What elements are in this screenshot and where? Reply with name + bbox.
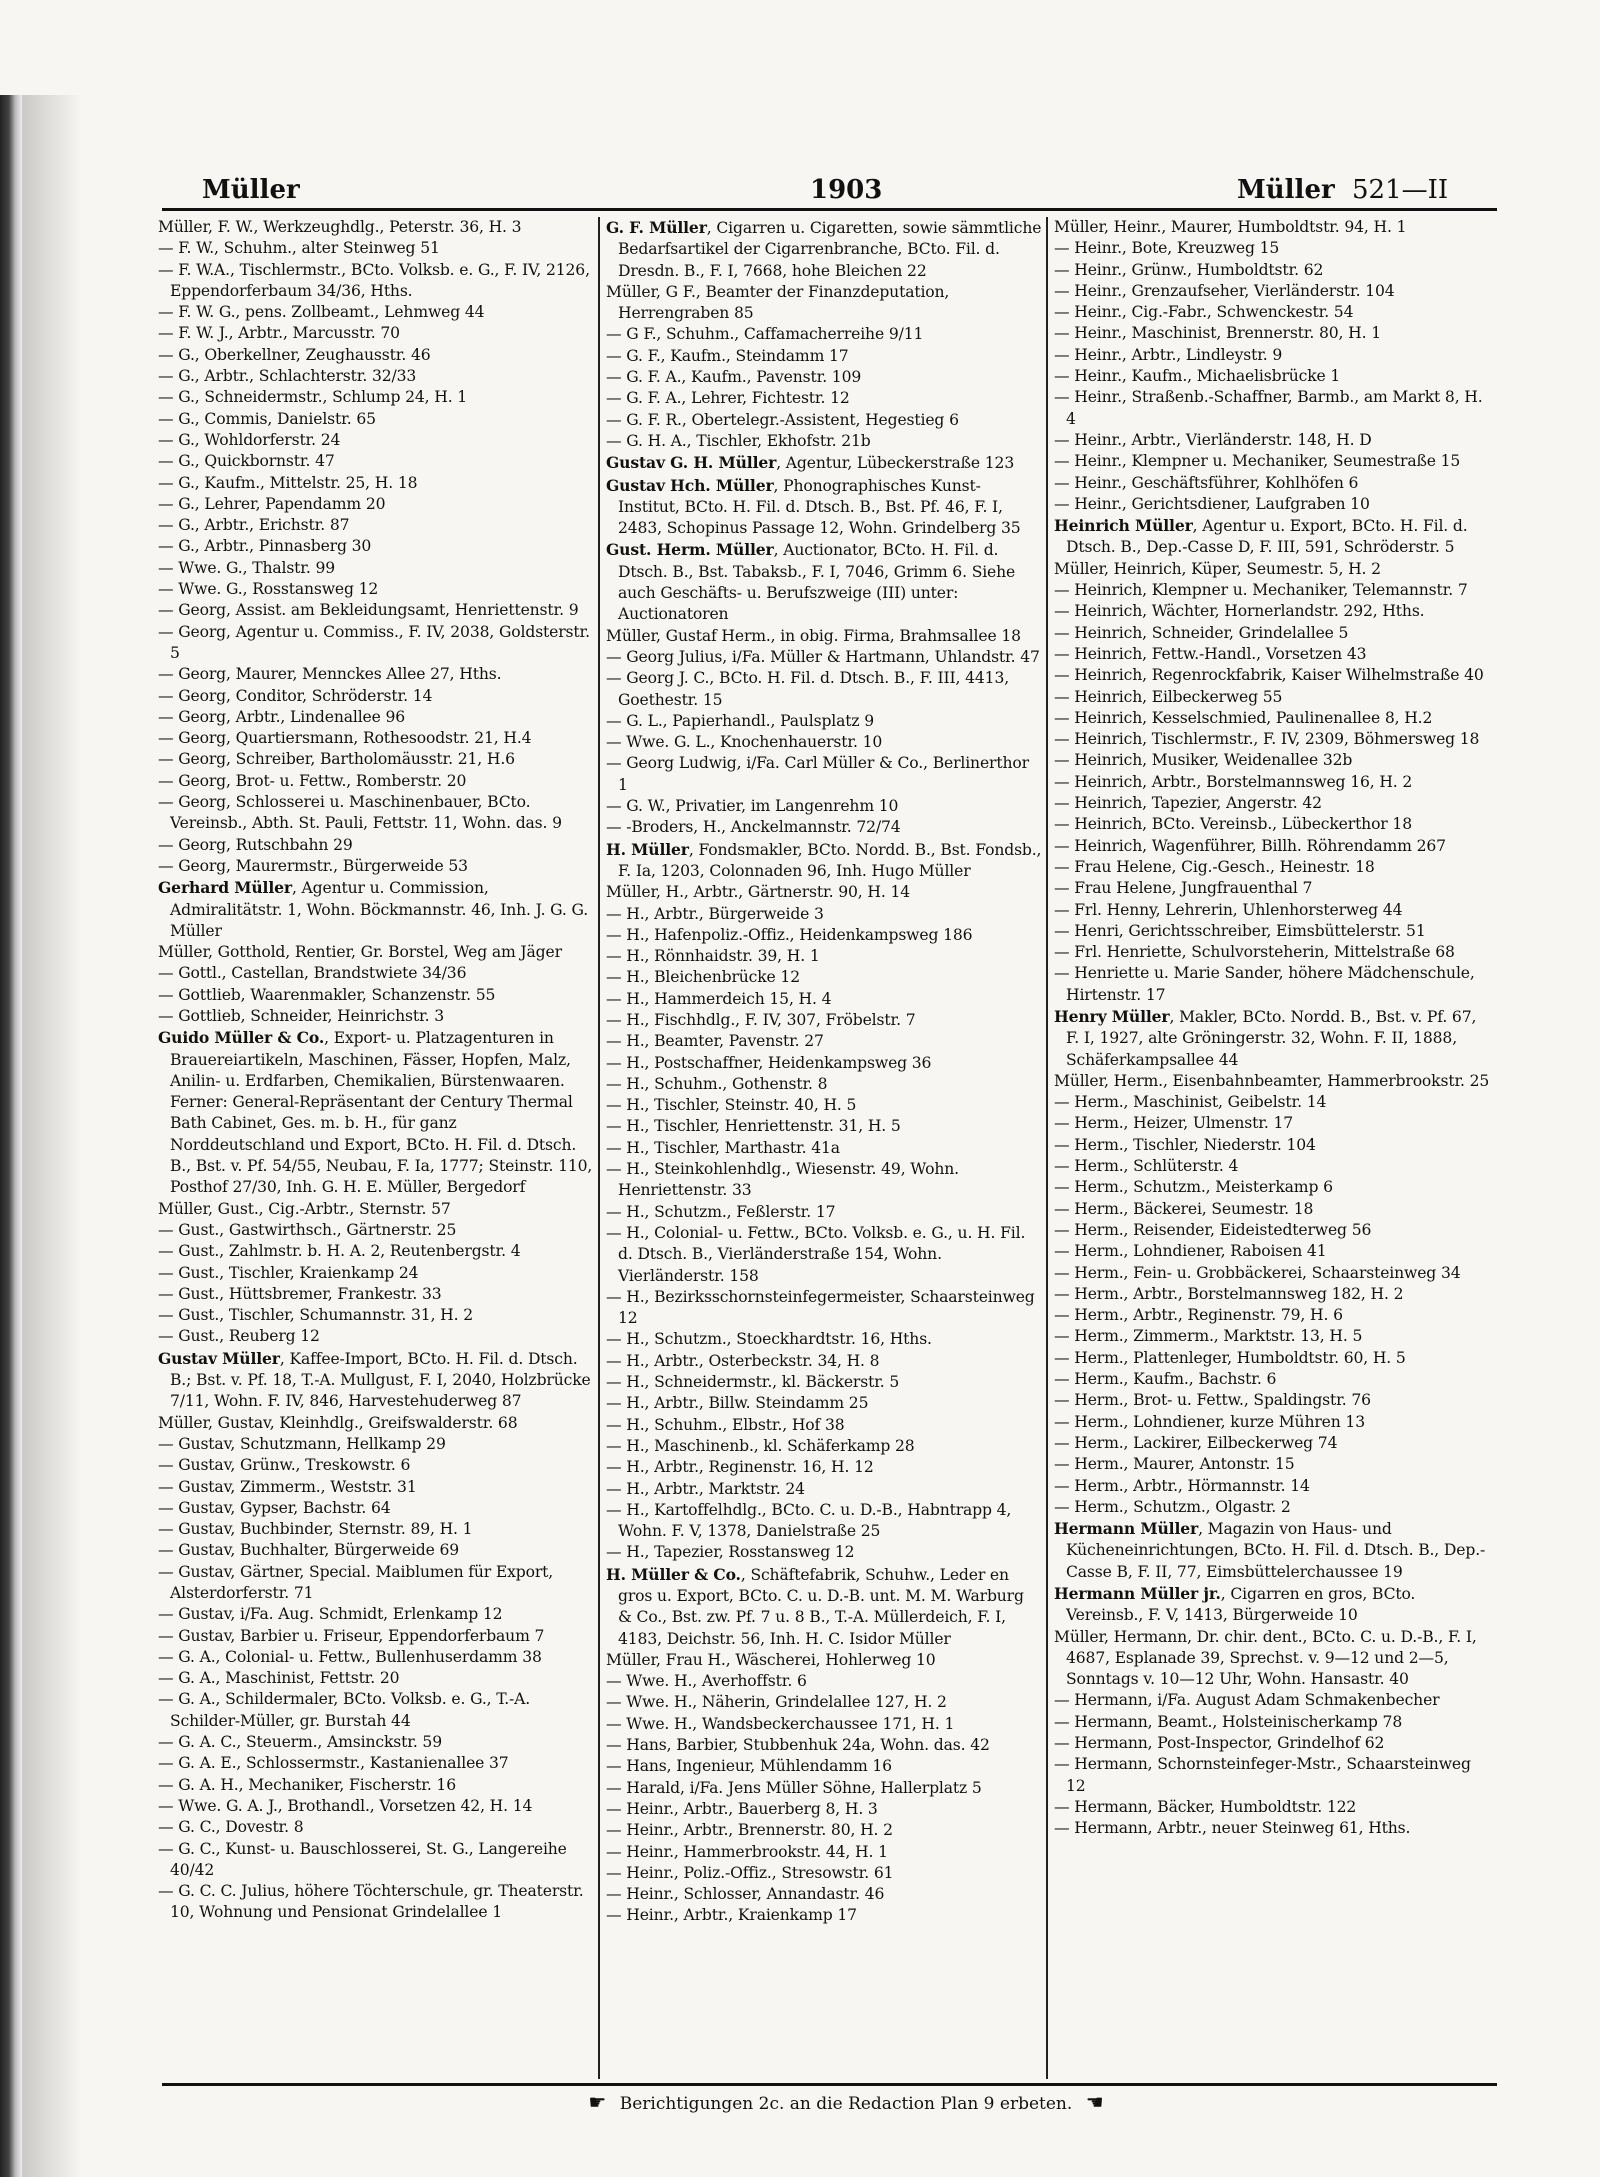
directory-entry: Müller, Heinrich, Küper, Seumestr. 5, H. 2 xyxy=(1054,559,1381,578)
directory-entry: — Gust., Gastwirthsch., Gärtnerstr. 25 xyxy=(158,1220,457,1239)
directory-entry: — Georg, Brot- u. Fettw., Romberstr. 20 xyxy=(158,771,467,790)
directory-entry: — Gustav, Zimmerm., Weststr. 31 xyxy=(158,1477,417,1496)
directory-entry: Heinrich Müller, Agentur u. Export, BCto. H. Fil. d. Dtsch. B., Dep.-Casse D, F. III, 591, Schröderstr. 5 xyxy=(1054,516,1468,557)
directory-entry: — Gustav, Gypser, Bachstr. 64 xyxy=(158,1498,391,1517)
directory-entry: — Gust., Zahlmstr. b. H. A. 2, Reutenbergstr. 4 xyxy=(158,1242,521,1261)
directory-entry: — H., Schuhm., Elbstr., Hof 38 xyxy=(606,1415,845,1434)
page-number: 521—II xyxy=(1352,175,1449,205)
directory-entry: — Heinr., Maschinist, Brennerstr. 80, H. 1 xyxy=(1054,324,1381,343)
directory-entry: — Heinrich, Fettw.-Handl., Vorsetzen 43 xyxy=(1054,644,1367,663)
directory-entry: Gerhard Müller, Agentur u. Commission, Admiralitätstr. 1, Wohn. Böckmannstr. 46, Inh. J. G. G. Müller xyxy=(158,878,589,940)
directory-entry: — Gustav, Schutzmann, Hellkamp 29 xyxy=(158,1434,446,1453)
directory-entry: — G., Oberkellner, Zeughausstr. 46 xyxy=(158,345,431,364)
directory-entry: — Heinr., Arbtr., Kraienkamp 17 xyxy=(606,1906,857,1925)
directory-entry: — H., Arbtr., Marktstr. 24 xyxy=(606,1479,805,1498)
directory-entry: — G., Kaufm., Mittelstr. 25, H. 18 xyxy=(158,473,418,492)
directory-entry: — H., Kartoffelhdlg., BCto. C. u. D.-B., Habntrapp 4, Wohn. F. V, 1378, Danielstraße 25 xyxy=(606,1500,1012,1541)
directory-entry: — Hans, Barbier, Stubbenhuk 24a, Wohn. das. 42 xyxy=(606,1736,990,1755)
directory-entry: — Herm., Maurer, Antonstr. 15 xyxy=(1054,1455,1295,1474)
directory-entry: — Gust., Hüttsbremer, Frankestr. 33 xyxy=(158,1284,442,1303)
footer-rule xyxy=(162,2083,1497,2086)
directory-entry: — Heinr., Cig.-Fabr., Schwenckestr. 54 xyxy=(1054,303,1354,322)
directory-entry: — Frl. Henriette, Schulvorsteherin, Mittelstraße 68 xyxy=(1054,943,1455,962)
directory-entry: Müller, Gotthold, Rentier, Gr. Borstel, Weg am Jäger xyxy=(158,943,562,962)
directory-entry: — Georg, Assist. am Bekleidungsamt, Henriettenstr. 9 xyxy=(158,601,579,620)
directory-entry: — Heinrich, Regenrockfabrik, Kaiser Wilhelmstraße 40 xyxy=(1054,666,1484,685)
directory-entry: — H., Schneidermstr., kl. Bäckerstr. 5 xyxy=(606,1373,900,1392)
directory-entry: Müller, Herm., Eisenbahnbeamter, Hammerbrookstr. 25 xyxy=(1054,1071,1490,1090)
page-gutter-shadow xyxy=(22,95,82,2177)
directory-entry: — Georg, Maurermstr., Bürgerweide 53 xyxy=(158,856,468,875)
directory-entry: — G., Lehrer, Papendamm 20 xyxy=(158,494,386,513)
directory-entry: — Heinrich, Arbtr., Borstelmannsweg 16, H. 2 xyxy=(1054,772,1413,791)
directory-entry: — Gustav, Buchhalter, Bürgerweide 69 xyxy=(158,1541,460,1560)
directory-entry: — Heinrich, Schneider, Grindelallee 5 xyxy=(1054,623,1349,642)
directory-entry: Müller, F. W., Werkzeughdlg., Peterstr. 36, H. 3 xyxy=(158,218,522,236)
directory-entry: — Heinrich, Wagenführer, Billh. Röhrendamm 267 xyxy=(1054,836,1446,855)
directory-entry: — H., Beamter, Pavenstr. 27 xyxy=(606,1032,824,1051)
directory-entry: — Heinr., Poliz.-Offiz., Stresowstr. 61 xyxy=(606,1863,894,1882)
directory-entry: Gustav Hch. Müller, Phonographisches Kunst-Institut, BCto. H. Fil. d. Dtsch. B., Bst. Pf. 46, F. I, 2483, Schopinus Passage 12, Wohn. Grindelberg 35 xyxy=(606,475,1021,538)
directory-entry: — Heinrich, Tischlermstr., F. IV, 2309, Böhmersweg 18 xyxy=(1054,730,1480,749)
directory-entry: — H., Arbtr., Osterbeckstr. 34, H. 8 xyxy=(606,1351,880,1370)
directory-entry: — Frau Helene, Jungfrauenthal 7 xyxy=(1054,879,1313,898)
directory-entry: — Georg, Agentur u. Commiss., F. IV, 2038, Goldsterstr. 5 xyxy=(158,622,590,662)
directory-entry: — G. C., Kunst- u. Bauschlosserei, St. G., Langereihe 40/42 xyxy=(158,1839,567,1879)
directory-entry: — H., Tapezier, Rosstansweg 12 xyxy=(606,1543,855,1562)
directory-entry: — H., Schutzm., Stoeckhardtstr. 16, Hths. xyxy=(606,1330,932,1349)
directory-entry: — Gust., Tischler, Kraienkamp 24 xyxy=(158,1263,419,1282)
directory-entry: — Wwe. G. A. J., Brothandl., Vorsetzen 42, H. 14 xyxy=(158,1796,533,1815)
directory-entry: — G. C. C. Julius, höhere Töchterschule, gr. Theaterstr. 10, Wohnung und Pensionat Grindelallee 1 xyxy=(158,1882,584,1922)
directory-entry: — Heinrich, Klempner u. Mechaniker, Telemannstr. 7 xyxy=(1054,581,1468,600)
directory-entry: — Herm., Arbtr., Borstelmannsweg 182, H. 2 xyxy=(1054,1284,1404,1303)
directory-entry: — H., Arbtr., Billw. Steindamm 25 xyxy=(606,1394,869,1413)
header-rule xyxy=(162,208,1497,211)
directory-entry: — Gust., Tischler, Schumannstr. 31, H. 2 xyxy=(158,1306,474,1325)
directory-entry: — G., Arbtr., Schlachterstr. 32/33 xyxy=(158,367,417,386)
header-year: 1903 xyxy=(810,175,883,205)
directory-entry: — G. A., Colonial- u. Fettw., Bullenhuserdamm 38 xyxy=(158,1647,542,1666)
directory-entry: — Heinr., Grenzaufseher, Vierländerstr. 104 xyxy=(1054,281,1395,300)
directory-entry: — F. W. G., pens. Zollbeamt., Lehmweg 44 xyxy=(158,303,485,322)
directory-entry: — G. C., Dovestr. 8 xyxy=(158,1818,304,1837)
page-footer xyxy=(92,2090,1600,2114)
directory-entry: — H., Postschaffner, Heidenkampsweg 36 xyxy=(606,1053,932,1072)
directory-entry: — F. W.A., Tischlermstr., BCto. Volksb. e. G., F. IV, 2126, Eppendorferbaum 34/36, Hths. xyxy=(158,260,590,300)
directory-entry: — Heinr., Straßenb.-Schaffner, Barmb., am Markt 8, H. 4 xyxy=(1054,388,1483,428)
directory-entry: — Henri, Gerichtsschreiber, Eimsbüttelerstr. 51 xyxy=(1054,921,1426,940)
directory-entry: — Heinr., Hammerbrookstr. 44, H. 1 xyxy=(606,1842,888,1861)
directory-entry: — Gustav, i/Fa. Aug. Schmidt, Erlenkamp 12 xyxy=(158,1605,503,1624)
directory-entry: Müller, H., Arbtr., Gärtnerstr. 90, H. 14 xyxy=(606,883,910,902)
directory-entry: — H., Maschinenb., kl. Schäferkamp 28 xyxy=(606,1436,915,1455)
directory-entry: — Herm., Brot- u. Fettw., Spaldingstr. 76 xyxy=(1054,1391,1371,1410)
directory-entry: — Herm., Lackirer, Eilbeckerweg 74 xyxy=(1054,1433,1338,1452)
directory-entry: — Georg Julius, i/Fa. Müller & Hartmann, Uhlandstr. 47 xyxy=(606,647,1040,666)
directory-entry: — G., Arbtr., Pinnasberg 30 xyxy=(158,537,372,556)
directory-entry: — H., Schutzm., Feßlerstr. 17 xyxy=(606,1202,836,1221)
directory-entry: — Herm., Lohndiener, kurze Mühren 13 xyxy=(1054,1412,1365,1431)
directory-entry: — Herm., Tischler, Niederstr. 104 xyxy=(1054,1135,1316,1154)
directory-entry: Müller, Heinr., Maurer, Humboldtstr. 94, H. 1 xyxy=(1054,218,1407,236)
directory-entry: — Frau Helene, Cig.-Gesch., Heinestr. 18 xyxy=(1054,857,1375,876)
directory-entry: — Wwe. H., Näherin, Grindelallee 127, H. 2 xyxy=(606,1693,947,1712)
directory-entry: — G., Wohldorferstr. 24 xyxy=(158,430,341,449)
directory-entry: — Herm., Arbtr., Hörmannstr. 14 xyxy=(1054,1476,1310,1495)
directory-entry: — G. A. C., Steuerm., Amsinckstr. 59 xyxy=(158,1733,442,1752)
directory-entry: — Herm., Schutzm., Olgastr. 2 xyxy=(1054,1497,1291,1516)
directory-entry: — G., Arbtr., Erichstr. 87 xyxy=(158,516,350,535)
directory-entry: — H., Hafenpoliz.-Offiz., Heidenkampsweg 186 xyxy=(606,925,973,944)
pointing-hand-right-icon: ☛ xyxy=(588,2090,607,2114)
directory-entry: Henry Müller, Makler, BCto. Nordd. B., Bst. v. Pf. 67, F. I, 1927, alte Gröningerstr. 32, Wohn. F. II, 1888, Schäferkampsallee 44 xyxy=(1054,1006,1477,1069)
directory-entry: Müller, Gustav, Kleinhdlg., Greifswalderstr. 68 xyxy=(158,1413,518,1432)
directory-entry: — Georg, Maurer, Mennckes Allee 27, Hths. xyxy=(158,665,502,684)
column-1 xyxy=(158,217,594,2077)
directory-entry: — Herm., Schlüterstr. 4 xyxy=(1054,1157,1239,1176)
column-divider-2 xyxy=(1046,217,1048,2079)
directory-entry: — Hans, Ingenieur, Mühlendamm 16 xyxy=(606,1757,892,1776)
directory-entry: — Frl. Henny, Lehrerin, Uhlenhorsterweg 44 xyxy=(1054,900,1403,919)
directory-entry: — Gottl., Castellan, Brandstwiete 34/36 xyxy=(158,964,467,983)
directory-entry: — G., Quickbornstr. 47 xyxy=(158,452,335,471)
directory-entry: — Heinr., Gerichtsdiener, Laufgraben 10 xyxy=(1054,494,1370,513)
directory-entry: — Heinr., Arbtr., Lindleystr. 9 xyxy=(1054,345,1283,364)
directory-entry: — Georg J. C., BCto. H. Fil. d. Dtsch. B., F. III, 4413, Goethestr. 15 xyxy=(606,669,1010,709)
directory-entry: Müller, Gust., Cig.-Arbtr., Sternstr. 57 xyxy=(158,1199,451,1218)
directory-entry: — Wwe. H., Averhoffstr. 6 xyxy=(606,1672,807,1691)
directory-entry: — H., Rönnhaidstr. 39, H. 1 xyxy=(606,947,820,966)
directory-entry: — G., Schneidermstr., Schlump 24, H. 1 xyxy=(158,388,468,407)
directory-entry: — Gustav, Gärtner, Special. Maiblumen für Export, Alsterdorferstr. 71 xyxy=(158,1562,554,1602)
directory-entry: — G. A. E., Schlossermstr., Kastanienallee 37 xyxy=(158,1754,509,1773)
directory-entry: Gust. Herm. Müller, Auctionator, BCto. H. Fil. d. Dtsch. B., Bst. Tabaksb., F. I, 7046, Grimm 6. Siehe auch Geschäfts- u. Berufszweige (III) unter: Auctionatoren xyxy=(606,540,1016,624)
directory-entry: — Heinrich, BCto. Vereinsb., Lübeckerthor 18 xyxy=(1054,815,1412,834)
directory-entry: — Hermann, Post-Inspector, Grindelhof 62 xyxy=(1054,1734,1385,1753)
directory-entry: H. Müller & Co., Schäftefabrik, Schuhw., Leder en gros u. Export, BCto. C. u. D.-B. unt. M. M. Warburg & Co., Bst. zw. Pf. 7 u. 8 B., T.-A. Müllerdeich, F. I, 4183, Deichstr. 56, Inh. H. C. Isidor Müller xyxy=(606,1564,1024,1648)
directory-entry: — F. W. J., Arbtr., Marcusstr. 70 xyxy=(158,324,400,343)
directory-entry: Gustav G. H. Müller, Agentur, Lübeckerstraße 123 xyxy=(606,453,1015,473)
directory-page xyxy=(92,95,1600,2177)
directory-entry: — Georg, Conditor, Schröderstr. 14 xyxy=(158,686,433,705)
directory-entry: — Herm., Reisender, Eideistedterweg 56 xyxy=(1054,1220,1372,1239)
directory-entry: Müller, Frau H., Wäscherei, Hohlerweg 10 xyxy=(606,1650,936,1669)
directory-entry: — H., Schuhm., Gothenstr. 8 xyxy=(606,1074,828,1093)
directory-entry: — Herm., Bäckerei, Seumestr. 18 xyxy=(1054,1199,1314,1218)
directory-entry: Guido Müller & Co., Export- u. Platzagenturen in Brauereiartikeln, Maschinen, Fässer, Hopfen, Malz, Anilin- u. Erdfarben, Chemikalien, Bürstenwaaren. Ferner: General-Repräsentant der Century Thermal Bath Cabinet, Ges. m. b. H., für ganz Norddeutschland und Export, BCto. H. Fil. d. Dtsch. B., Bst. v. Pf. 54/55, Neubau, F. Ia, 1777; Steinstr. 110, Posthof 27/30, Inh. G. H. E. Müller, Bergedorf xyxy=(158,1028,593,1197)
directory-entry: — G. A., Schildermaler, BCto. Volksb. e. G., T.-A. Schilder-Müller, gr. Burstah 44 xyxy=(158,1690,531,1730)
directory-entry: — H., Hammerdeich 15, H. 4 xyxy=(606,989,832,1008)
directory-entry: — F. W., Schuhm., alter Steinweg 51 xyxy=(158,239,440,258)
directory-entry: — Heinrich, Eilbeckerweg 55 xyxy=(1054,687,1283,706)
directory-entry: — G., Commis, Danielstr. 65 xyxy=(158,409,376,428)
directory-entry: Hermann Müller jr., Cigarren en gros, BCto. Vereinsb., F. V, 1413, Bürgerweide 10 xyxy=(1054,1584,1416,1625)
directory-entry: — Wwe. G., Thalstr. 99 xyxy=(158,558,336,577)
directory-entry: Hermann Müller, Magazin von Haus- und Kücheneinrichtungen, BCto. H. Fil. d. Dtsch. B., Dep.-Casse B, F. II, 77, Eimsbüttelerchaussee 19 xyxy=(1054,1519,1486,1581)
footer-note: Berichtigungen 2c. an die Redaction Plan 9 erbeten. xyxy=(619,2094,1073,2114)
directory-entry: — Heinr., Klempner u. Mechaniker, Seumestraße 15 xyxy=(1054,452,1461,471)
directory-entry: — H., Tischler, Henriettenstr. 31, H. 5 xyxy=(606,1117,901,1136)
directory-entry: — Heinr., Arbtr., Vierländerstr. 148, H. D xyxy=(1054,430,1372,449)
directory-entry: — G. F. R., Obertelegr.-Assistent, Hegestieg 6 xyxy=(606,410,959,429)
directory-entry: — G. A. H., Mechaniker, Fischerstr. 16 xyxy=(158,1775,456,1794)
directory-entry: — Gustav, Barbier u. Friseur, Eppendorferbaum 7 xyxy=(158,1626,545,1645)
directory-entry: — H., Arbtr., Reginenstr. 16, H. 12 xyxy=(606,1458,874,1477)
directory-entry: — Hermann, Bäcker, Humboldtstr. 122 xyxy=(1054,1797,1357,1816)
directory-entry: — H., Fischhdlg., F. IV, 307, Fröbelstr. 7 xyxy=(606,1010,916,1029)
directory-entry: — Hermann, i/Fa. August Adam Schmakenbecher xyxy=(1054,1691,1440,1710)
directory-entry: — G F., Schuhm., Caffamacherreihe 9/11 xyxy=(606,325,924,344)
directory-entry: — Heinr., Bote, Kreuzweg 15 xyxy=(1054,239,1280,258)
directory-entry: — Herm., Lohndiener, Raboisen 41 xyxy=(1054,1242,1327,1261)
directory-entry: — -Broders, H., Anckelmannstr. 72/74 xyxy=(606,818,901,837)
column-3 xyxy=(1054,217,1494,2077)
directory-entry: — Heinr., Grünw., Humboldtstr. 62 xyxy=(1054,260,1324,279)
directory-entry: — Heinrich, Kesselschmied, Paulinenallee 8, H.2 xyxy=(1054,708,1433,727)
directory-entry: — Herm., Zimmerm., Marktstr. 13, H. 5 xyxy=(1054,1327,1363,1346)
directory-entry: — G. F., Kaufm., Steindamm 17 xyxy=(606,346,849,365)
directory-entry: Müller, Gustaf Herm., in obig. Firma, Brahmsallee 18 xyxy=(606,626,1021,645)
directory-entry: Müller, G F., Beamter der Finanzdeputation, Herrengraben 85 xyxy=(606,282,950,323)
directory-entry: — Georg, Schreiber, Bartholomäusstr. 21, H.6 xyxy=(158,750,515,769)
directory-entry: — Heinrich, Wächter, Hornerlandstr. 292, Hths. xyxy=(1054,602,1425,621)
directory-entry: — H., Bezirksschornsteinfegermeister, Schaarsteinweg 12 xyxy=(606,1287,1035,1328)
column-2 xyxy=(606,217,1042,2077)
directory-entry: — Heinr., Geschäftsführer, Kohlhöfen 6 xyxy=(1054,473,1359,492)
header-left-name: Müller xyxy=(202,175,300,205)
directory-entry: — G. A., Maschinist, Fettstr. 20 xyxy=(158,1669,400,1688)
directory-entry: — Henriette u. Marie Sander, höhere Mädchenschule, Hirtenstr. 17 xyxy=(1054,964,1475,1004)
directory-entry: — H., Arbtr., Bürgerweide 3 xyxy=(606,904,824,923)
directory-entry: — H., Colonial- u. Fettw., BCto. Volksb. e. G., u. H. Fil. d. Dtsch. B., Vierländerstraße 154, Wohn. Vierländerstr. 158 xyxy=(606,1223,1026,1285)
directory-entry: — H., Steinkohlenhdlg., Wiesenstr. 49, Wohn. Henriettenstr. 33 xyxy=(606,1160,959,1200)
directory-entry: — Heinr., Arbtr., Bauerberg 8, H. 3 xyxy=(606,1799,878,1818)
directory-entry: — Georg Ludwig, i/Fa. Carl Müller & Co., Berlinerthor 1 xyxy=(606,754,1029,794)
directory-entry: Gustav Müller, Kaffee-Import, BCto. H. Fil. d. Dtsch. B.; Bst. v. Pf. 18, T.-A. Mullgust, F. I, 2040, Holzbrücke 7/11, Wohn. F. IV, 846, Harvestehuderweg 87 xyxy=(158,1348,591,1411)
directory-entry: — Heinr., Arbtr., Brennerstr. 80, H. 2 xyxy=(606,1821,893,1840)
directory-entry: — Herm., Schutzm., Meisterkamp 6 xyxy=(1054,1178,1333,1197)
directory-entry: — Gustav, Grünw., Treskowstr. 6 xyxy=(158,1456,411,1475)
directory-entry: — Herm., Plattenleger, Humboldtstr. 60, H. 5 xyxy=(1054,1348,1406,1367)
directory-entry: — Gottlieb, Waarenmakler, Schanzenstr. 55 xyxy=(158,985,496,1004)
column-divider-1 xyxy=(598,217,600,2079)
directory-entry: — Hermann, Arbtr., neuer Steinweg 61, Hths. xyxy=(1054,1819,1411,1838)
directory-entry: Müller, Hermann, Dr. chir. dent., BCto. C. u. D.-B., F. I, 4687, Esplanade 39, Sprechst. v. 9—12 und 2—5, Sonntags v. 10—12 Uhr, Wohn. Hansastr. 40 xyxy=(1054,1627,1477,1689)
directory-entry: — Herm., Fein- u. Grobbäckerei, Schaarsteinweg 34 xyxy=(1054,1263,1461,1282)
directory-entry: G. F. Müller, Cigarren u. Cigaretten, sowie sämmtliche Bedarfsartikel der Cigarrenbranche, BCto. Fil. d. Dresdn. B., F. I, 7668, hohe Bleichen 22 xyxy=(606,218,1042,280)
directory-entry: — Heinr., Kaufm., Michaelisbrücke 1 xyxy=(1054,367,1341,386)
directory-entry: — H., Bleichenbrücke 12 xyxy=(606,968,800,987)
directory-entry: — Wwe. G. L., Knochenhauerstr. 10 xyxy=(606,733,883,752)
directory-entry: — Harald, i/Fa. Jens Müller Söhne, Hallerplatz 5 xyxy=(606,1778,982,1797)
directory-entry: — Gottlieb, Schneider, Heinrichstr. 3 xyxy=(158,1006,444,1025)
directory-entry: H. Müller, Fondsmakler, BCto. Nordd. B., Bst. Fondsb., F. Ia, 1203, Colonnaden 96, Inh. Hugo Müller xyxy=(606,839,1042,880)
directory-entry: — Herm., Heizer, Ulmenstr. 17 xyxy=(1054,1114,1294,1133)
directory-entry: — G. F. A., Lehrer, Fichtestr. 12 xyxy=(606,389,850,408)
book-binding-edge xyxy=(0,95,22,2177)
directory-entry: — G. W., Privatier, im Langenrehm 10 xyxy=(606,797,899,816)
directory-entry: — Hermann, Schornsteinfeger-Mstr., Schaarsteinweg 12 xyxy=(1054,1755,1471,1795)
directory-entry: — Herm., Maschinist, Geibelstr. 14 xyxy=(1054,1093,1327,1112)
directory-entry: — Heinrich, Tapezier, Angerstr. 42 xyxy=(1054,794,1322,813)
directory-entry: — Herm., Kaufm., Bachstr. 6 xyxy=(1054,1370,1277,1389)
directory-entry: — Wwe. H., Wandsbeckerchaussee 171, H. 1 xyxy=(606,1714,955,1733)
header-right-name: Müller xyxy=(1237,175,1335,205)
directory-entry: — G. H. A., Tischler, Ekhofstr. 21b xyxy=(606,431,871,450)
directory-entry: — H., Tischler, Marthastr. 41a xyxy=(606,1138,840,1157)
directory-entry: — Georg, Arbtr., Lindenallee 96 xyxy=(158,707,406,726)
directory-entry: — Gustav, Buchbinder, Sternstr. 89, H. 1 xyxy=(158,1520,473,1539)
directory-entry: — Gust., Reuberg 12 xyxy=(158,1327,320,1346)
directory-entry: — Hermann, Beamt., Holsteinischerkamp 78 xyxy=(1054,1712,1403,1731)
pointing-hand-left-icon: ☚ xyxy=(1085,2090,1104,2114)
directory-entry: — Heinrich, Musiker, Weidenallee 32b xyxy=(1054,751,1353,770)
directory-entry: — Georg, Rutschbahn 29 xyxy=(158,835,353,854)
directory-entry: — Georg, Schlosserei u. Maschinenbauer, BCto. Vereinsb., Abth. St. Pauli, Fettstr. 11, Wohn. das. 9 xyxy=(158,793,562,833)
directory-entry: — Heinr., Schlosser, Annandastr. 46 xyxy=(606,1885,885,1904)
directory-entry: — H., Tischler, Steinstr. 40, H. 5 xyxy=(606,1096,857,1115)
directory-entry: — G. L., Papierhandl., Paulsplatz 9 xyxy=(606,711,875,730)
directory-entry: — G. F. A., Kaufm., Pavenstr. 109 xyxy=(606,368,862,387)
directory-entry: — Wwe. G., Rosstansweg 12 xyxy=(158,580,379,599)
directory-entry: — Herm., Arbtr., Reginenstr. 79, H. 6 xyxy=(1054,1306,1343,1325)
directory-entry: — Georg, Quartiersmann, Rothesoodstr. 21, H.4 xyxy=(158,729,532,748)
